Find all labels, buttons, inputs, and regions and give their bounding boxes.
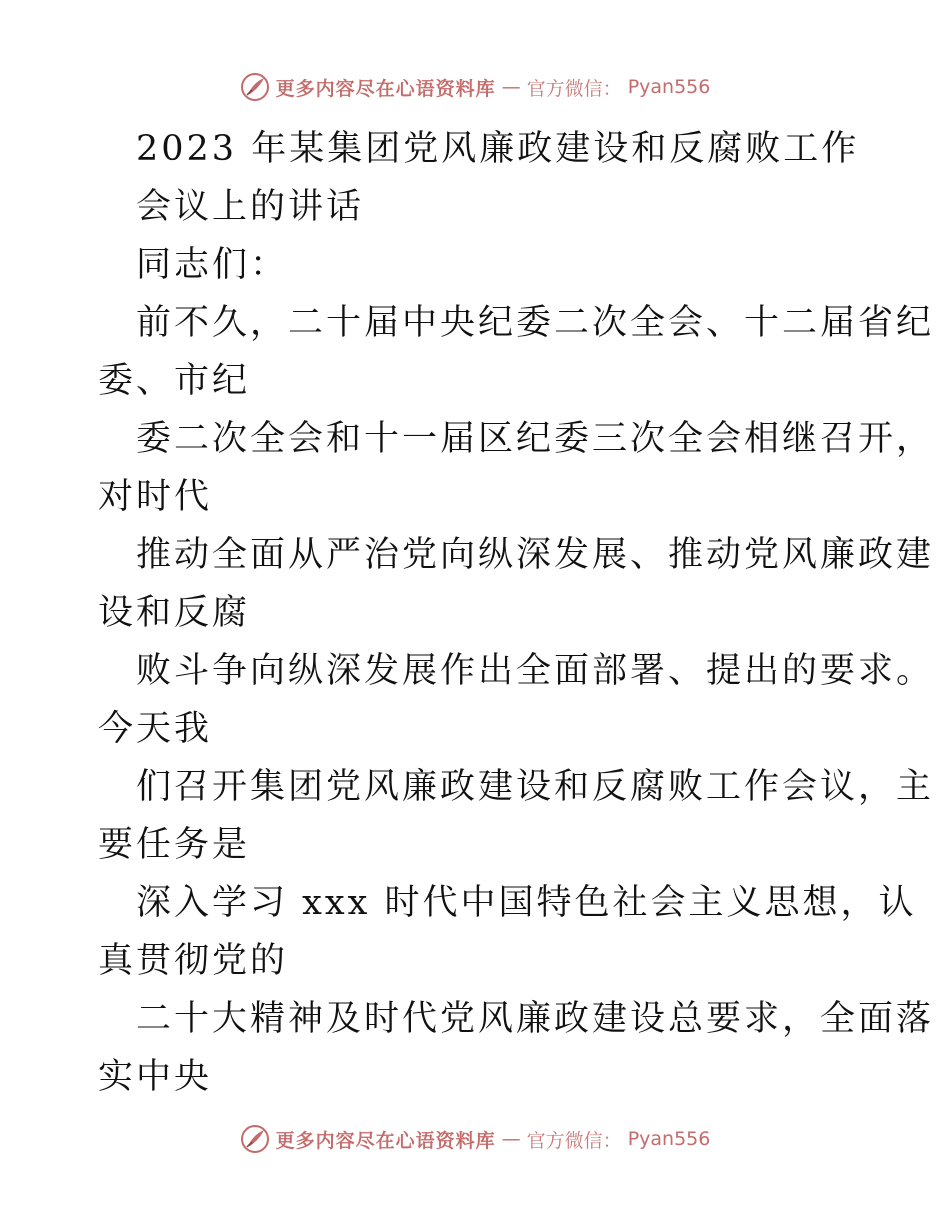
feather-pen-logo-icon — [240, 1124, 270, 1154]
watermark-separator: — — [501, 76, 521, 98]
watermark-brand: 更多内容尽在心语资料库 — [275, 77, 496, 100]
doc-line: 们召开集团党风廉政建设和反腐败工作会议，主 — [136, 767, 935, 807]
doc-line: 败斗争向纵深发展作出全面部署、提出的要求。 — [136, 651, 935, 691]
doc-line: 前不久，二十届中央纪委二次全会、十二届省纪 — [136, 303, 935, 343]
watermark-label: 官方微信： — [526, 77, 622, 100]
document-body — [98, 120, 935, 1106]
watermark-header — [0, 72, 950, 102]
doc-line: 会议上的讲话 — [136, 187, 365, 227]
watermark-id: Pyan556 — [627, 76, 711, 98]
feather-pen-logo-icon — [240, 72, 270, 102]
watermark-label: 官方微信： — [526, 1129, 622, 1152]
watermark-brand: 更多内容尽在心语资料库 — [275, 1129, 496, 1152]
doc-line: 今天我 — [98, 709, 213, 749]
watermark-id: Pyan556 — [627, 1128, 711, 1150]
doc-line: 要任务是 — [98, 825, 251, 865]
doc-line: 委、市纪 — [98, 361, 251, 401]
doc-line: 实中央 — [98, 1057, 213, 1097]
doc-line: 深入学习 xxx 时代中国特色社会主义思想，认 — [136, 883, 917, 923]
doc-line: 对时代 — [98, 477, 213, 517]
doc-line: 二十大精神及时代党风廉政建设总要求，全面落 — [136, 999, 935, 1039]
doc-line: 设和反腐 — [98, 593, 251, 633]
watermark-footer — [0, 1124, 950, 1154]
doc-line: 同志们： — [136, 245, 289, 285]
doc-line: 推动全面从严治党向纵深发展、推动党风廉政建 — [136, 535, 935, 575]
doc-line: 2023 年某集团党风廉政建设和反腐败工作 — [136, 129, 860, 169]
watermark-separator: — — [501, 1128, 521, 1150]
doc-line: 真贯彻党的 — [98, 941, 289, 981]
doc-line: 委二次全会和十一届区纪委三次全会相继召开， — [136, 419, 935, 459]
